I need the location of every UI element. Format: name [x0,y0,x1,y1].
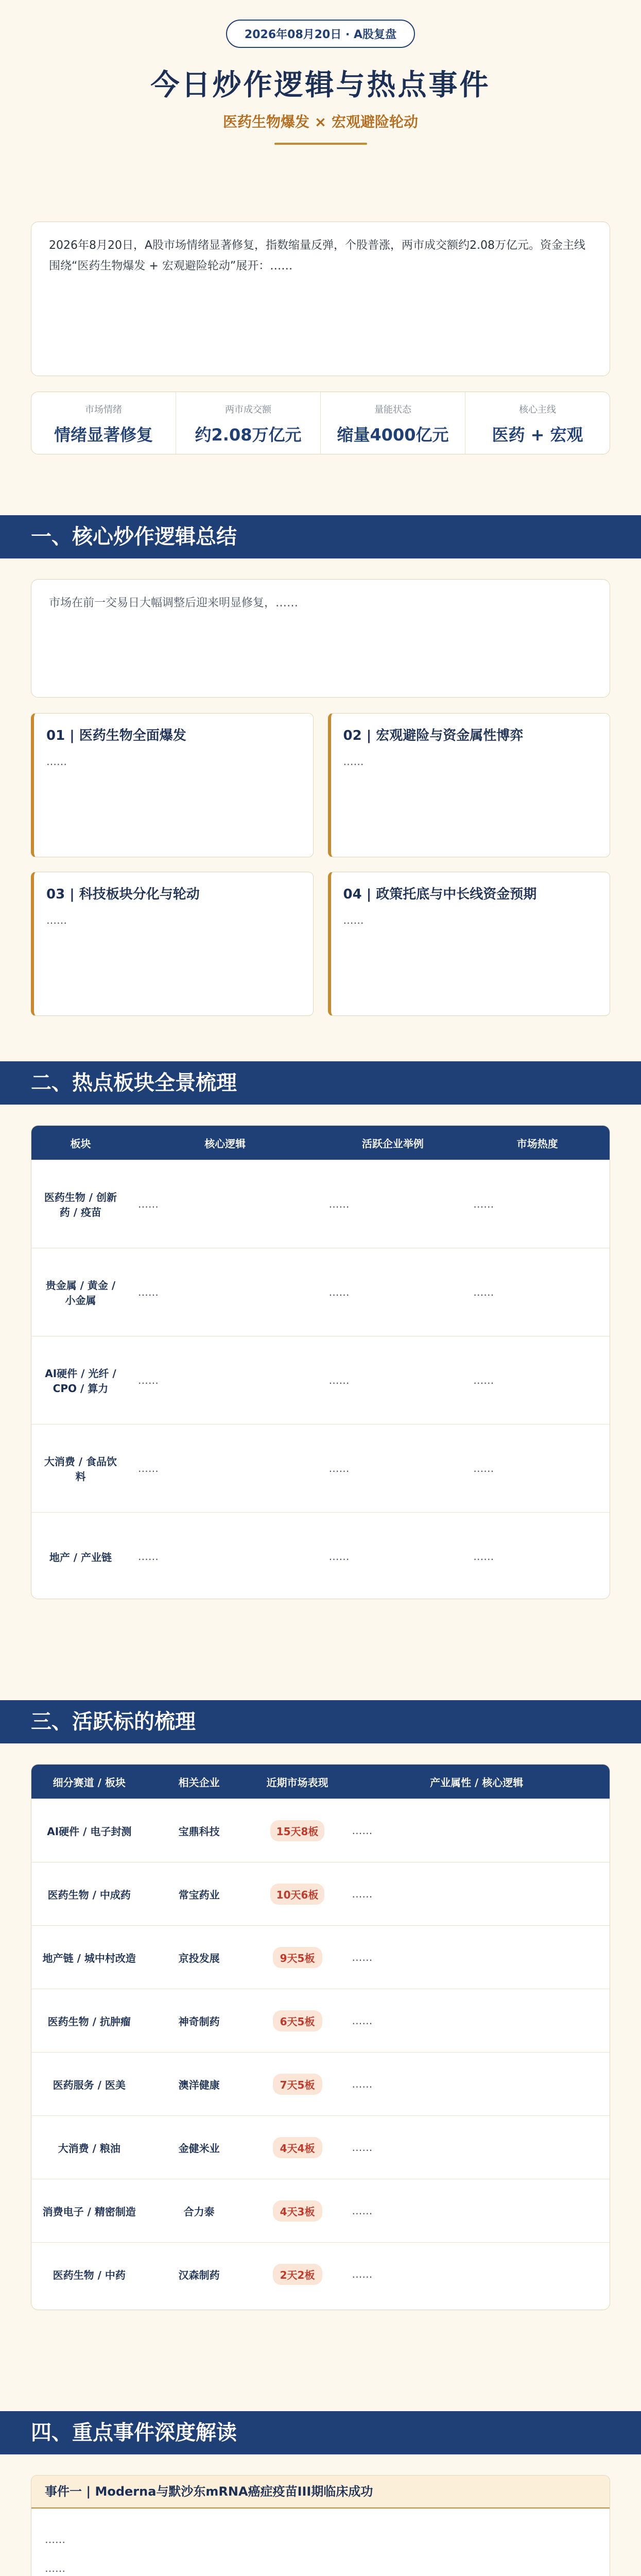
table-row [31,1425,610,1513]
stock-perf-badge: 4天4板 [273,2137,322,2158]
stat-value: 缩量4000亿元 [337,425,449,445]
section-header-logic: 一、核心炒作逻辑总结 [0,515,641,558]
sector-heat: …… [465,1425,610,1513]
table-row [31,2116,610,2179]
sector-companies: …… [320,1160,465,1248]
stock-track: 医药生物 / 抗肿瘤 [31,1989,147,2053]
stock-perf-badge: 10天6板 [270,1884,325,1905]
sector-heat: …… [465,1336,610,1425]
stat-label: 市场情绪 [85,404,122,415]
column-header: 活跃企业举例 [320,1126,465,1160]
stock-company: 澳洋健康 [147,2053,251,2116]
stock-table-panel [31,1764,610,2310]
stock-perf-cell [251,2179,344,2243]
logic-card-title: 03 | 科技板块分化与轮动 [46,887,200,902]
stock-track: 医药服务 / 医美 [31,2053,147,2116]
sector-companies: …… [320,1248,465,1336]
stock-logic: …… [343,1862,610,1926]
stat-value: 医药 + 宏观 [492,425,583,445]
stock-perf-cell [251,2243,344,2306]
stock-perf-badge: 4天3板 [273,2200,322,2222]
sector-heat: …… [465,1248,610,1336]
logic-card [328,713,611,857]
sector-table [31,1126,610,1599]
table-header-row [31,1765,610,1799]
table-row [31,2243,610,2306]
section-header-events: 四、重点事件深度解读 [0,2411,641,2454]
stock-perf-badge: 6天5板 [273,2010,322,2031]
table-row [31,1248,610,1336]
stock-logic: …… [343,1926,610,1989]
sector-logic: …… [130,1160,321,1248]
table-row [31,1926,610,1989]
logic-card-body: …… [343,914,364,926]
date-pill: 2026年08月20日 · A股复盘 [226,20,415,48]
logic-card-grid [31,713,610,1016]
column-header: 市场热度 [465,1126,610,1160]
stat-value: 情绪显著修复 [54,425,153,445]
logic-card-title: 02 | 宏观避险与资金属性博弈 [343,728,524,743]
sector-logic: …… [130,1513,321,1600]
logic-card [31,713,314,857]
stock-track: AI硬件 / 电子封测 [31,1799,147,1862]
column-header: 产业属性 / 核心逻辑 [343,1765,610,1799]
stock-perf-cell [251,2053,344,2116]
sector-logic: …… [130,1336,321,1425]
table-row [31,1336,610,1425]
stock-company: 合力泰 [147,2179,251,2243]
sector-name: 大消费 / 食品饮料 [31,1425,130,1513]
stock-track: 地产链 / 城中村改造 [31,1926,147,1989]
column-header: 板块 [31,1126,130,1160]
stock-company: 京投发展 [147,1926,251,1989]
stat-theme [465,392,610,454]
sector-table-panel [31,1125,610,1599]
table-row [31,1799,610,1862]
table-header-row [31,1126,610,1160]
stat-turnover [176,392,321,454]
logic-card-body: …… [46,914,67,926]
sector-heat: …… [465,1513,610,1600]
stock-company: 常宝药业 [147,1862,251,1926]
stat-label: 两市成交额 [225,404,271,415]
event-paragraph: …… [45,2562,65,2574]
lead-paragraph: 2026年8月20日，A股市场情绪显著修复，指数缩量反弹，个股普涨，两市成交额约2.08万亿元。资金主线围绕“医药生物爆发 + 宏观避险轮动”展开：…… [31,222,610,376]
logic-card [31,872,314,1016]
section-header-sectors: 二、热点板块全景梳理 [0,1061,641,1105]
sector-name: 贵金属 / 黄金 / 小金属 [31,1248,130,1336]
stats-strip [31,392,610,454]
section-header-stocks: 三、活跃标的梳理 [0,1700,641,1743]
stock-perf-badge: 2天2板 [273,2264,322,2285]
stat-label: 核心主线 [519,404,556,415]
sector-companies: …… [320,1336,465,1425]
stock-perf-cell [251,1862,344,1926]
column-header: 近期市场表现 [251,1765,344,1799]
stock-logic: …… [343,1799,610,1862]
table-row [31,2053,610,2116]
stat-volume [321,392,465,454]
stock-perf-badge: 9天5板 [273,1947,322,1968]
sector-heat: …… [465,1160,610,1248]
stock-table [31,1765,610,2306]
event-paragraph: …… [45,2533,65,2546]
stock-company: 宝鼎科技 [147,1799,251,1862]
logic-card [328,872,611,1016]
logic-card-title: 04 | 政策托底与中长线资金预期 [343,887,537,902]
sector-companies: …… [320,1513,465,1600]
sector-name: AI硬件 / 光纤 / CPO / 算力 [31,1336,130,1425]
stock-logic: …… [343,2116,610,2179]
stock-track: 医药生物 / 中药 [31,2243,147,2306]
stat-label: 量能状态 [374,404,411,415]
stock-logic: …… [343,2243,610,2306]
table-row [31,1160,610,1248]
logic-card-body: …… [46,755,67,768]
stock-logic: …… [343,1989,610,2053]
stock-perf-cell [251,1799,344,1862]
stat-sentiment [31,392,176,454]
stock-track: 消费电子 / 精密制造 [31,2179,147,2243]
table-row [31,1513,610,1600]
sector-logic: …… [130,1248,321,1336]
stock-company: 神奇制药 [147,1989,251,2053]
stock-perf-cell [251,1989,344,2053]
stock-track: 医药生物 / 中成药 [31,1862,147,1926]
table-row [31,2179,610,2243]
column-header: 相关企业 [147,1765,251,1799]
stock-logic: …… [343,2053,610,2116]
column-header: 核心逻辑 [130,1126,321,1160]
stock-perf-cell [251,2116,344,2179]
title-divider [274,143,367,145]
hero [0,0,641,222]
event-body [31,2509,610,2576]
stock-perf-cell [251,1926,344,1989]
stock-perf-badge: 15天8板 [270,1820,325,1841]
logic-card-body: …… [343,755,364,768]
table-row [31,1862,610,1926]
logic-card-title: 01 | 医药生物全面爆发 [46,728,186,743]
stock-company: 汉森制药 [147,2243,251,2306]
sector-name: 医药生物 / 创新药 / 疫苗 [31,1160,130,1248]
stock-track: 大消费 / 粮油 [31,2116,147,2179]
column-header: 细分赛道 / 板块 [31,1765,147,1799]
stock-company: 金健米业 [147,2116,251,2179]
logic-overview: 市场在前一交易日大幅调整后迎来明显修复，…… [31,579,610,698]
sector-name: 地产 / 产业链 [31,1513,130,1600]
table-row [31,1989,610,2053]
event-card [31,2475,610,2576]
page-subtitle: 医药生物爆发 × 宏观避险轮动 [223,113,418,130]
sector-companies: …… [320,1425,465,1513]
stock-logic: …… [343,2179,610,2243]
stock-perf-badge: 7天5板 [273,2074,322,2095]
stat-value: 约2.08万亿元 [195,425,302,445]
sector-logic: …… [130,1425,321,1513]
page-title: 今日炒作逻辑与热点事件 [150,69,491,102]
event-title: 事件一 | Moderna与默沙东mRNA癌症疫苗III期临床成功 [31,2476,610,2509]
